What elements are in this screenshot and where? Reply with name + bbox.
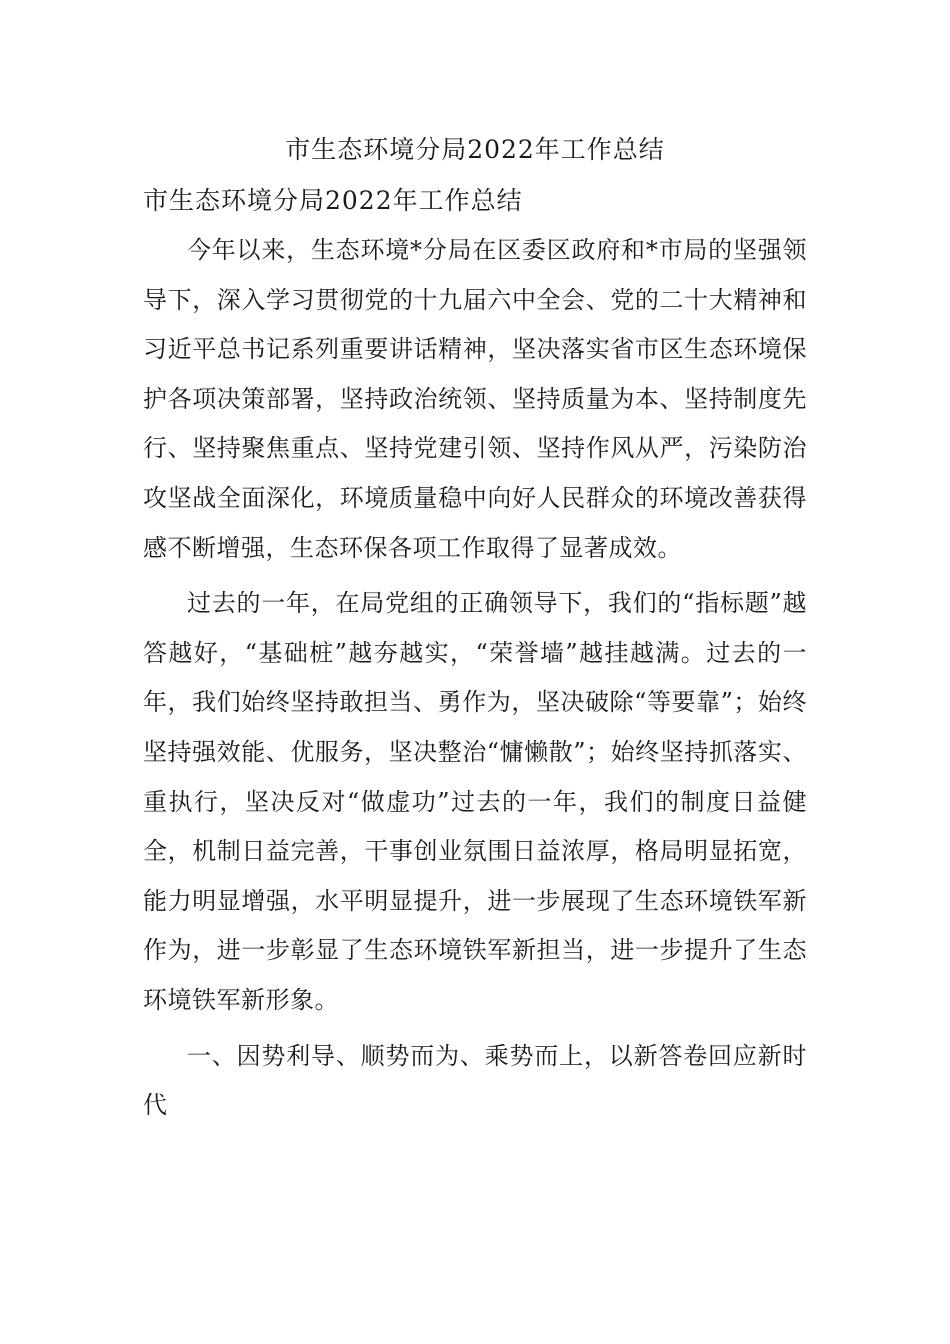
document-body bbox=[143, 226, 807, 1137]
paragraph-intro: 今年以来，生态环境*分局在区委区政府和*市局的坚强领导下，深入学习贯彻党的十九届六中全会、党的二十大精神和习近平总书记系列重要讲话精神，坚决落实省市区生态环境保护各项决策部署，坚持政治统领、坚持质量为本、坚持制度先行、坚持聚焦重点、坚持党建引领、坚持作风从严，污染防治攻坚战全面深化，环境质量稳中向好人民群众的环境改善获得感不断增强，生态环保各项工作取得了显著成效。 bbox=[143, 236, 807, 562]
paragraph-review: 过去的一年，在局党组的正确领导下，我们的“指标题”越答越好，“基础桩”越夯越实，“荣誉墙”越挂越满。过去的一年，我们始终坚持敢担当、勇作为，坚决破除“等要靠”；始终坚持强效能、优服务，坚决整治“慵懒散”；始终坚持抓落实、重执行，坚决反对“做虚功”过去的一年，我们的制度日益健全，机制日益完善，干事创业氛围日益浓厚，格局明显拓宽，能力明显增强，水平明显提升，进一步展现了生态环境铁军新作为，进一步彰显了生态环境铁军新担当，进一步提升了生态环境铁军新形象。 bbox=[143, 589, 807, 1014]
document-subtitle: 市生态环境分局2022年工作总结 bbox=[143, 186, 523, 215]
document-title: 市生态环境分局2022年工作总结 bbox=[285, 135, 665, 164]
section-heading-1: 一、因势利导、顺势而为、乘势而上，以新答卷回应新时代 bbox=[143, 1041, 807, 1120]
